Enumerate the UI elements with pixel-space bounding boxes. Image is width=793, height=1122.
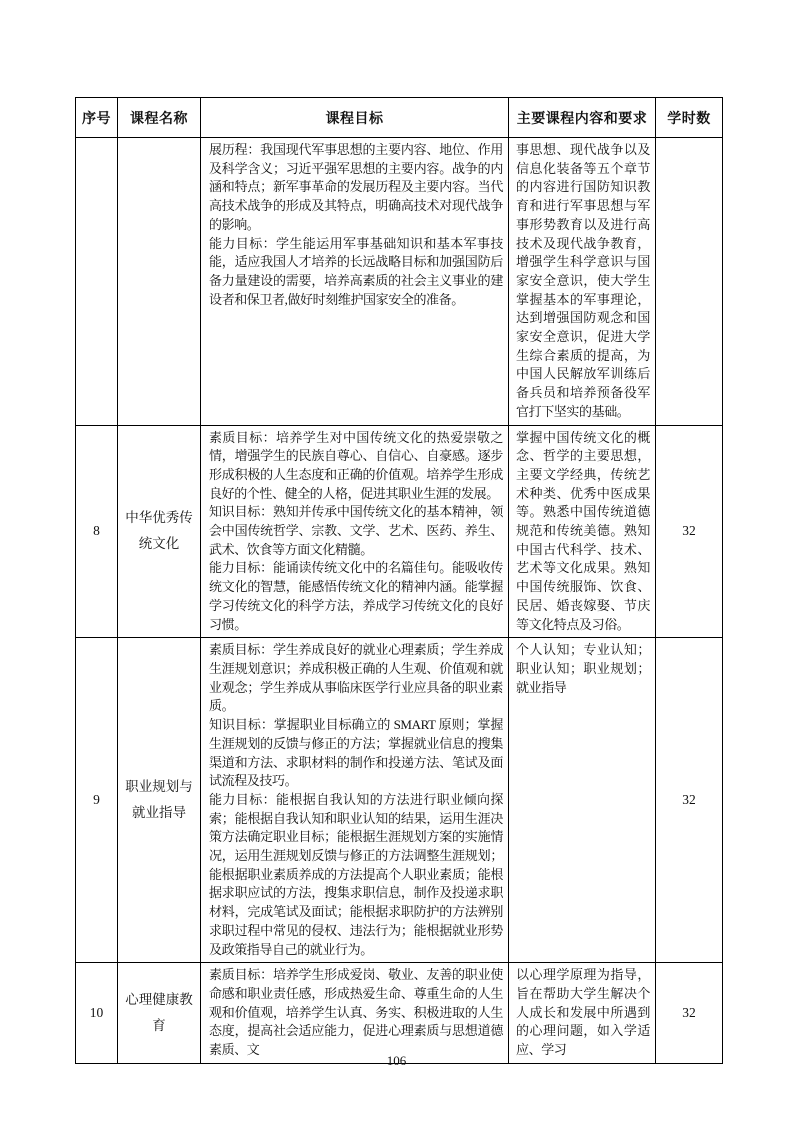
cell-main-content	[509, 638, 656, 963]
column-header-hours: 学时数	[656, 98, 723, 138]
cell-objectives	[201, 425, 509, 638]
table-row-10	[76, 963, 723, 1064]
objectives-paragraph: 展历程：我国现代军事思想的主要内容、地位、作用及科学含义；习近平强军思想的主要内容。战争的内涵和特点；新军事革命的发展历程及主要内容。当代高技术战争的形成及其特点，明确高技术对现代战争的影响。	[209, 142, 503, 232]
cell-objectives	[201, 963, 509, 1064]
cell-hours: 32	[656, 963, 723, 1064]
cell-main-content	[509, 963, 656, 1064]
objectives-paragraph: 素质目标：培养学生形成爱岗、敬业、友善的职业使命感和职业责任感，形成热爱生命、尊重生命的人生观和价值观，培养学生认真、务实、积极进取的人生态度，提高社会适应能力，促进心理素质与思想道德素质、文	[209, 967, 503, 1058]
cell-objectives	[201, 638, 509, 963]
page-number: 106	[386, 1053, 407, 1068]
cell-course-name: 职业规划与就业指导	[118, 638, 201, 963]
content-paragraph: 个人认知；专业认知；职业认知；职业规划；就业指导	[516, 642, 650, 695]
table-row-9	[76, 638, 723, 963]
objectives-paragraph: 能力目标：能诵读传统文化中的名篇佳句。能吸收传统文化的智慧，能感悟传统文化的精神内涵。能掌握学习传统文化的科学方法，养成学习传统文化的良好习惯。	[209, 560, 503, 632]
cell-course-name: 中华优秀传统文化	[118, 425, 201, 638]
objectives-paragraph: 素质目标：培养学生对中国传统文化的热爱崇敬之情，增强学生的民族自尊心、自信心、自豪感。逐步形成积极的人生态度和正确的价值观。培养学生形成良好的个性、健全的人格，促进其职业生涯的发展。	[209, 429, 503, 501]
objectives-paragraph: 知识目标：熟知并传承中国传统文化的基本精神，领会中国传统哲学、宗教、文学、艺术、医药、养生、武术、饮食等方面文化精髓。	[209, 504, 503, 557]
objectives-paragraph: 能力目标：能根据自我认知的方法进行职业倾向探索；能根据自我认知和职业认知的结果，运用生涯决策方法确定职业目标；能根据生涯规划方案的实施情况，运用生涯规划反馈与修正的方法调整生涯规划；能根据职业素质养成的方法提高个人职业素质；能根据求职应试的方法，搜集求职信息，制作及投递求职材料，完成笔试及面试；能根据求职防护的方法辨别求职过程中常见的侵权、违法行为；能根据就业形势及政策指导自己的就业行为。	[209, 791, 503, 957]
column-header-course-name: 课程名称	[118, 98, 201, 138]
content-paragraph: 以心理学原理为指导，旨在帮助大学生解决个人成长和发展中所遇到的心理问题，如入学适应、学习	[516, 967, 650, 1058]
cell-main-content	[509, 138, 656, 426]
cell-seq	[76, 138, 118, 426]
cell-seq: 8	[76, 425, 118, 638]
cell-course-name: 心理健康教育	[118, 963, 201, 1064]
content-paragraph: 事思想、现代战争以及信息化装备等五个章节的内容进行国防知识教育和进行军事思想与军事形势教育以及进行高技术及现代战争教育，增强学生科学意识与国家安全意识，使大学生掌握基本的军事理论，达到增强国防观念和国家安全意识，促进大学生综合素质的提高，为中国人民解放军训练后备兵员和培养预备役军官打下坚实的基础。	[516, 142, 650, 419]
content-paragraph: 掌握中国传统文化的概念、哲学的主要思想，主要文学经典，传统艺术种类、优秀中医成果等。熟悉中国传统道德规范和传统美德。熟知中国古代科学、技术、艺术等文化成果。熟知中国传统服饰、饮食、民居、婚丧嫁娶、节庆等文化特点及习俗。	[516, 429, 650, 632]
cell-main-content	[509, 425, 656, 638]
objectives-paragraph: 知识目标：掌握职业目标确立的 SMART 原则；掌握生涯规划的反馈与修正的方法；掌握就业信息的搜集渠道和方法、求职材料的制作和投递方法、笔试及面试流程及技巧。	[209, 717, 503, 789]
cell-hours	[656, 138, 723, 426]
cell-objectives	[201, 138, 509, 426]
cell-seq: 9	[76, 638, 118, 963]
cell-course-name	[118, 138, 201, 426]
table-header-row	[76, 98, 723, 138]
cell-seq: 10	[76, 963, 118, 1064]
cell-hours: 32	[656, 638, 723, 963]
table-row-8	[76, 425, 723, 638]
table-row-continued	[76, 138, 723, 426]
column-header-content: 主要课程内容和要求	[509, 98, 656, 138]
cell-hours: 32	[656, 425, 723, 638]
objectives-paragraph: 素质目标：学生养成良好的就业心理素质；学生养成生涯规划意识；养成积极正确的人生观、价值观和就业观念；学生养成从事临床医学行业应具备的职业素质。	[209, 642, 503, 714]
objectives-paragraph: 能力目标：学生能运用军事基础知识和基本军事技能，适应我国人才培养的长远战略目标和加强国防后备力量建设的需要，培养高素质的社会主义事业的建设者和保卫者,做好时刻维护国家安全的准备。	[209, 235, 503, 307]
column-header-objectives: 课程目标	[201, 98, 509, 138]
course-table	[75, 97, 723, 1064]
column-header-seq: 序号	[76, 98, 118, 138]
